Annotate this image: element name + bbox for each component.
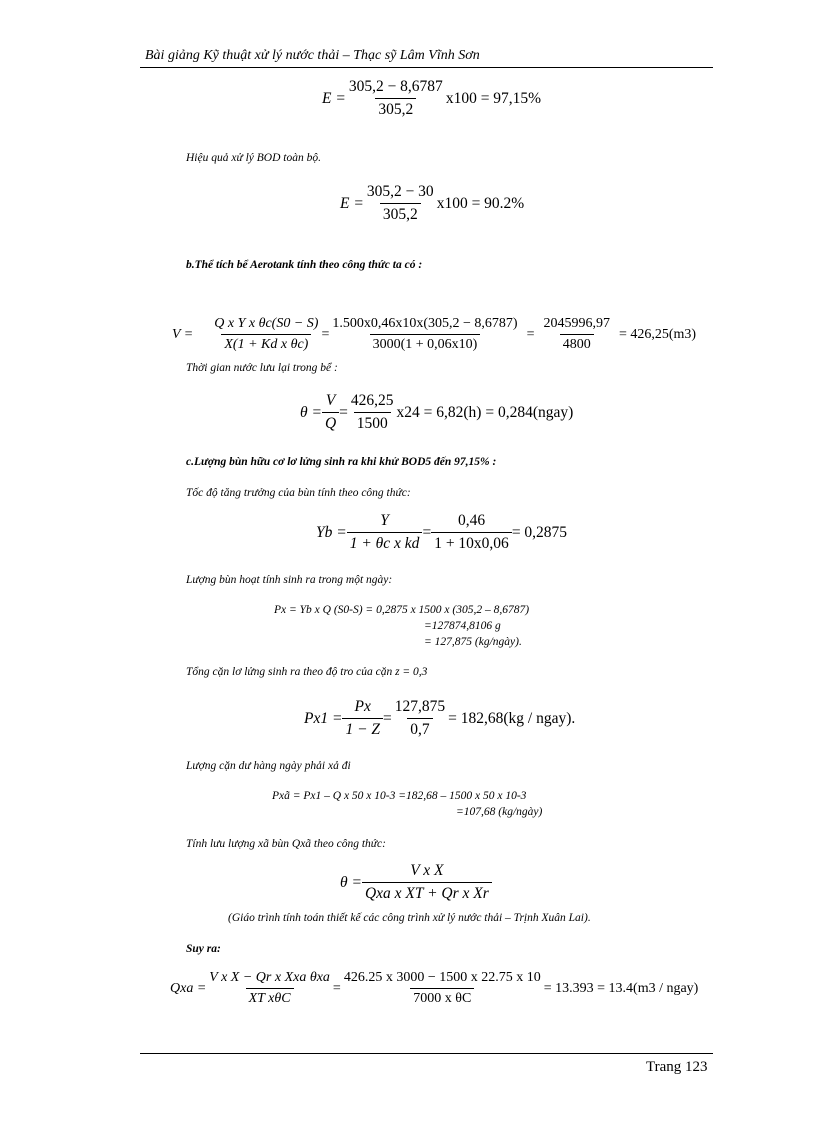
text-waste-flow: Tính lưu lượng xã bùn Qxã theo công thức: <box>186 838 386 850</box>
eq-equals: = <box>332 980 341 996</box>
eq-denominator: Qxa x XT + Qr x Xr <box>362 882 492 903</box>
eq-rhs: x100 = 90.2% <box>436 194 525 212</box>
eq-denominator: XT xθC <box>246 988 294 1007</box>
heading-c: c.Lượng bùn hữu cơ lơ lửng sinh ra khi khử BOD5 đến 97,15% : <box>186 456 497 468</box>
eq-numerator: 426.25 x 3000 − 1500 x 22.75 x 10 <box>343 970 541 985</box>
eq-numerator: V x X − Qr x Xxa θxa <box>209 970 330 985</box>
eq-numerator: V <box>325 392 336 409</box>
page-header: Bài giảng Kỹ thuật xử lý nước thải – Thạc sỹ Lâm Vĩnh Sơn <box>145 48 480 63</box>
text-total-suspended: Tổng cặn lơ lửng sinh ra theo độ tro của cặn z = 0,3 <box>186 666 428 678</box>
eq-lhs: Yb = <box>316 523 347 541</box>
equation-growth-rate <box>316 512 567 553</box>
eq-denominator: 1500 <box>354 412 391 433</box>
eq-denominator: 305,2 <box>380 203 421 224</box>
eq-numerator: 0,46 <box>457 512 486 529</box>
eq-lhs: θ = <box>300 403 322 421</box>
eq-rhs: = 13.393 = 13.4(m3 / ngay) <box>543 980 699 996</box>
header-rule <box>140 67 713 68</box>
equation-waste-flow <box>170 970 698 1007</box>
eq-denominator: X(1 + Kd x θc) <box>221 334 311 353</box>
eq-denominator: 3000(1 + 0,06x10) <box>370 334 481 353</box>
eq-lhs: V = <box>172 326 194 342</box>
text-retention-time: Thời gian nước lưu lại trong bể : <box>186 362 338 374</box>
eq-numerator: 2045996,97 <box>543 316 610 331</box>
eq-denominator: Q <box>322 412 339 433</box>
equation-total-suspended <box>304 698 575 739</box>
eq-denominator: 4800 <box>560 334 594 353</box>
eq-denominator: 305,2 <box>375 98 416 119</box>
eq-denominator: 7000 x θC <box>410 988 474 1007</box>
footer-rule <box>140 1053 713 1054</box>
eq-numerator: 426,25 <box>350 392 394 409</box>
eq-equals: = <box>339 403 348 421</box>
eq-rhs: x100 = 97,15% <box>445 89 542 107</box>
eq-rhs: = 182,68(kg / ngay). <box>448 709 576 727</box>
eq-equals: = <box>422 523 432 541</box>
eq-denominator: 1 + 10x0,06 <box>431 532 512 553</box>
eq-numerator: 1.500x0,46x10x(305,2 − 8,6787) <box>332 316 518 331</box>
eq-lhs: E = <box>340 194 364 212</box>
text-bod-efficiency: Hiệu quả xử lý BOD toàn bộ. <box>186 152 321 164</box>
text-growth-rate: Tốc độ tăng trưởng của bùn tính theo công thức: <box>186 487 411 499</box>
equation-aerotank-volume <box>172 316 696 353</box>
eq-rhs: = 426,25(m3) <box>618 326 697 342</box>
citation: (Giáo trình tính toán thiết kế các công trình xử lý nước thải – Trịnh Xuân Lai). <box>228 912 591 924</box>
text-sludge-per-day: Lượng bùn hoạt tính sinh ra trong một ngày: <box>186 574 393 586</box>
equation-excess-line2: =107,68 (kg/ngày) <box>456 806 543 818</box>
eq-numerator: V x X <box>410 862 444 879</box>
heading-suy-ra: Suy ra: <box>186 943 221 955</box>
eq-numerator: 127,875 <box>394 698 446 715</box>
equation-excess-line1: Pxã = Px1 – Q x 50 x 10-3 =182,68 – 1500 x 50 x 10-3 <box>272 790 527 802</box>
eq-equals: = <box>321 326 330 342</box>
eq-numerator: Px <box>354 698 371 715</box>
heading-b: b.Thể tích bể Aerotank tính theo công thức ta có : <box>186 259 423 271</box>
eq-numerator: 305,2 − 8,6787 <box>348 78 443 95</box>
eq-denominator: 0,7 <box>407 718 432 739</box>
eq-denominator: 1 − Z <box>342 718 383 739</box>
eq-equals: = <box>526 326 535 342</box>
eq-lhs: θ = <box>340 873 362 891</box>
eq-lhs: E = <box>322 89 346 107</box>
eq-lhs: Px1 = <box>304 709 343 727</box>
eq-denominator: 1 + θc x kd <box>347 532 423 553</box>
equation-retention-time <box>300 392 573 433</box>
text-excess-sludge: Lượng cặn dư hàng ngày phải xả đi <box>186 760 351 772</box>
eq-rhs: = 0,2875 <box>511 523 568 541</box>
equation-sludge-age <box>340 862 492 903</box>
equation-efficiency-total <box>340 183 524 224</box>
page-number: Trang 123 <box>646 1059 708 1075</box>
eq-rhs: x24 = 6,82(h) = 0,284(ngay) <box>396 403 574 421</box>
equation-efficiency-bod5 <box>322 78 541 119</box>
equation-sludge-line2: =127874,8106 g <box>424 620 501 632</box>
equation-sludge-line1: Px = Yb x Q (S0-S) = 0,2875 x 1500 x (305,2 – 8,6787) <box>274 604 530 616</box>
equation-sludge-line3: = 127,875 (kg/ngày). <box>424 636 522 648</box>
eq-numerator: Q x Y x θc(S0 − S) <box>214 316 319 331</box>
eq-numerator: 305,2 − 30 <box>366 183 434 200</box>
eq-lhs: Qxa = <box>170 980 207 996</box>
eq-numerator: Y <box>380 512 389 529</box>
eq-equals: = <box>383 709 392 727</box>
